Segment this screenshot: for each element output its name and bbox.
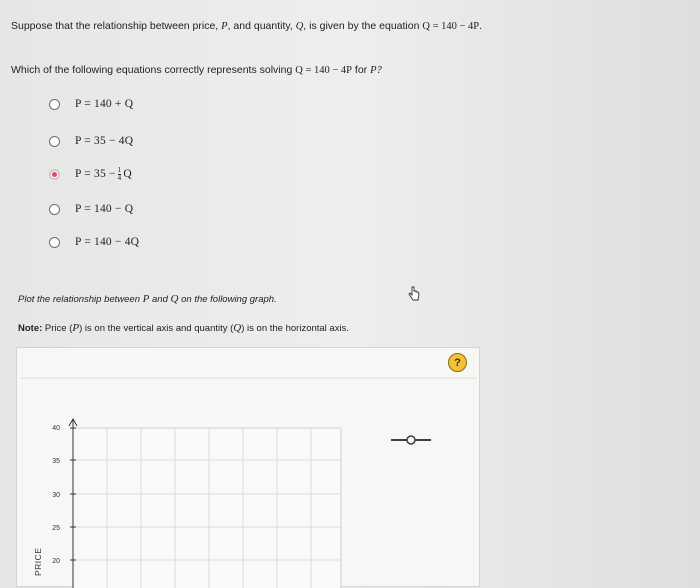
var-p: P [221,21,228,32]
pointer-cursor-icon [408,286,420,302]
graph-panel[interactable] [16,347,480,587]
y-tick-label: 35 [52,458,60,465]
question-equation: Q = 140 − 4P [422,21,480,32]
choice-option-4[interactable] [49,201,133,217]
radio-button[interactable] [49,204,60,215]
radio-button[interactable] [49,99,60,110]
choice-label: P = 35 − 4Q [75,135,134,147]
var-q: Q [170,293,179,305]
choice-label: P = 140 − Q [75,203,134,215]
y-tick-label: 20 [52,558,60,565]
help-button[interactable] [448,353,467,372]
plot-instruction-text3: on the following graph. [181,294,277,305]
choice-label [75,167,132,182]
question-text: Suppose that the relationship between price, P, and quantity, Q, is given by the equation Q = 140 − 4P. [11,20,483,32]
choice-rhs: Q [123,167,132,180]
choice-option-1[interactable] [49,96,133,112]
var-p: P [72,322,80,334]
var-q: Q [295,21,304,32]
radio-button[interactable] [49,237,60,248]
question-given-by: , is given by the equation [303,20,420,32]
choice-lhs: P = 35 − [75,167,116,180]
note-text1: Price ( [44,323,73,334]
var-q: Q [233,322,242,334]
y-axis-label: PRICE [33,547,43,576]
question-ask-equation: Q = 140 − 4P [295,65,352,76]
question-intro: Suppose that the relationship between price, [11,20,219,32]
line-tool-icon[interactable] [391,436,431,444]
help-icon: ? [454,356,461,369]
question-ask-for: for [354,64,368,76]
graph-svg[interactable] [17,348,481,588]
y-tick-label: 25 [52,525,60,532]
choice-option-2[interactable] [49,133,133,149]
fraction-denominator: 4 [117,173,122,182]
choice-label: P = 140 + Q [75,98,134,110]
var-p: P [142,293,150,305]
fraction-numerator: 1 [117,165,122,174]
question-and-quantity: , and quantity, [227,20,293,32]
fraction [118,167,122,182]
note-text2: ) is on the vertical axis and quantity ( [79,323,234,334]
y-tick-label: 30 [52,492,60,499]
choice-option-3[interactable] [49,166,132,182]
radio-button[interactable] [49,136,60,147]
plot-instruction-text2: and [152,294,168,305]
plot-grid[interactable] [33,419,341,588]
plot-instruction [18,293,277,305]
choice-label: P = 140 − 4Q [75,236,140,248]
y-tick-label: 40 [52,425,60,432]
choice-option-5[interactable] [49,234,139,250]
note-text3: ) is on the horizontal axis. [241,323,349,334]
plot-instruction-text1: Plot the relationship between [18,294,140,305]
question-ask [11,64,382,76]
note [18,322,349,334]
question-ask-prefix: Which of the following equations correctly represents solving [11,64,293,76]
question-ask-suffix: P? [370,65,382,76]
radio-button-selected[interactable] [49,169,60,180]
note-label: Note: [18,323,43,334]
grid-area[interactable] [73,428,341,588]
